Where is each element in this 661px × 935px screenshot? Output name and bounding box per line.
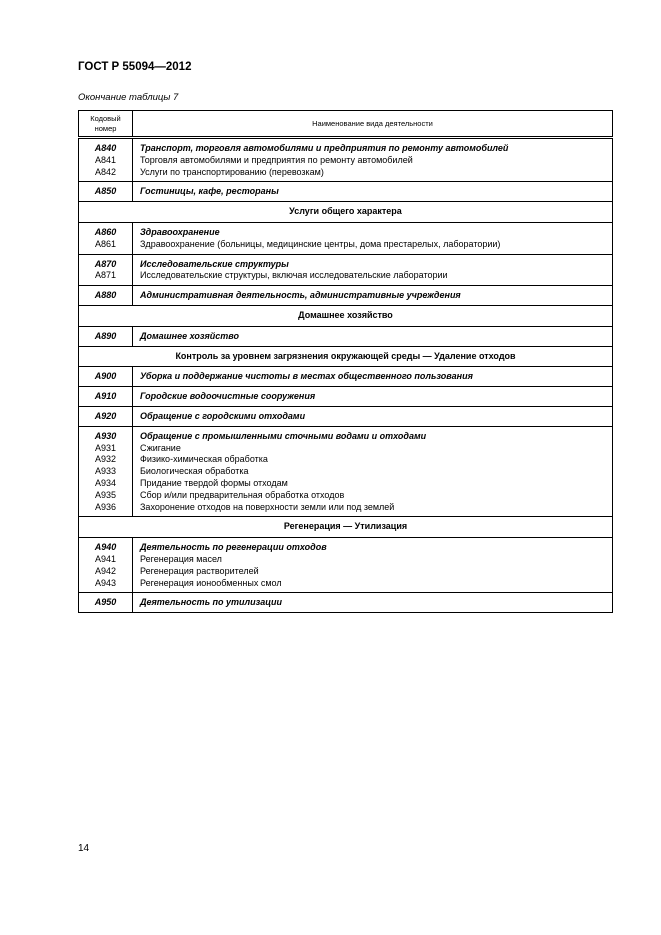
activity-code: А900 xyxy=(94,371,117,382)
activity-name: Услуги по транспортированию (перевозкам) xyxy=(140,166,324,177)
code-cell xyxy=(79,182,133,202)
code-cell xyxy=(79,426,133,517)
table-row xyxy=(79,538,613,593)
activity-name: Придание твердой формы отходам xyxy=(140,477,288,488)
activity-name: Домашнее хозяйство xyxy=(140,330,239,341)
name-cell xyxy=(133,222,613,254)
activity-name: Сжигание xyxy=(140,442,181,453)
table-caption: Окончание таблицы 7 xyxy=(78,92,179,103)
section-heading: Домашнее хозяйство xyxy=(79,305,613,326)
name-cell xyxy=(133,387,613,407)
code-cell xyxy=(79,593,133,613)
column-header-name: Наименование вида деятельности xyxy=(133,111,613,138)
table-row xyxy=(79,182,613,202)
code-cell xyxy=(79,254,133,286)
activity-name: Захоронение отходов на поверхности земли или под землей xyxy=(140,501,395,512)
code-cell xyxy=(79,222,133,254)
code-cell xyxy=(79,138,133,182)
activity-code: А850 xyxy=(94,186,117,197)
activity-name: Транспорт, торговля автомобилями и предприятия по ремонту автомобилей xyxy=(140,143,509,153)
activity-code: А950 xyxy=(94,597,117,608)
activity-code: А890 xyxy=(94,330,117,341)
name-cell xyxy=(133,326,613,346)
activity-name: Сбор и/или предварительная обработка отходов xyxy=(140,489,345,500)
section-row xyxy=(79,346,613,367)
name-cell xyxy=(133,367,613,387)
table-row xyxy=(79,222,613,254)
activity-code: А870 xyxy=(94,258,117,269)
activity-name: Обращение с городскими отходами xyxy=(140,410,306,421)
name-cell xyxy=(133,426,613,517)
code-cell xyxy=(79,326,133,346)
table-row xyxy=(79,326,613,346)
activity-name: Административная деятельность, административные учреждения xyxy=(140,290,461,301)
activity-code: А941 xyxy=(94,553,117,564)
activity-name: Деятельность по утилизации xyxy=(140,597,283,608)
activity-name: Исследовательские структуры xyxy=(140,258,289,269)
activity-code: А860 xyxy=(94,226,117,237)
page-number: 14 xyxy=(78,843,90,854)
column-header-code-line-1: Кодовый xyxy=(90,114,121,123)
activity-code: А935 xyxy=(94,489,117,500)
activity-name: Городские водоочистные сооружения xyxy=(140,391,316,402)
activity-code: А930 xyxy=(94,430,117,441)
column-header-code xyxy=(79,111,133,138)
section-row xyxy=(79,202,613,223)
activity-table xyxy=(78,110,613,613)
activity-name: Исследовательские структуры, включая исследовательские лаборатории xyxy=(140,270,448,281)
activity-code: А880 xyxy=(94,290,117,301)
activity-code: А943 xyxy=(94,577,117,588)
table-row xyxy=(79,367,613,387)
section-heading: Регенерация — Утилизация xyxy=(79,517,613,538)
name-cell xyxy=(133,182,613,202)
code-cell xyxy=(79,387,133,407)
activity-code: А936 xyxy=(94,501,117,512)
name-cell xyxy=(133,593,613,613)
activity-code: А910 xyxy=(94,391,117,402)
section-row xyxy=(79,517,613,538)
table-row xyxy=(79,593,613,613)
activity-code: А840 xyxy=(94,143,117,153)
section-row xyxy=(79,305,613,326)
code-cell xyxy=(79,286,133,306)
table-row xyxy=(79,286,613,306)
activity-code: А942 xyxy=(94,565,117,576)
table-row xyxy=(79,254,613,286)
activity-name: Обращение с промышленными сточными водами и отходами xyxy=(140,430,427,441)
name-cell xyxy=(133,254,613,286)
table-row xyxy=(79,406,613,426)
name-cell xyxy=(133,286,613,306)
activity-name: Регенерация ионообменных смол xyxy=(140,577,282,588)
code-cell xyxy=(79,538,133,593)
activity-code: А931 xyxy=(94,442,117,453)
activity-name: Здравоохранение (больницы, медицинские центры, дома престарелых, лаборатории) xyxy=(140,238,501,249)
activity-code: А841 xyxy=(94,154,117,165)
activity-name: Торговля автомобилями и предприятия по ремонту автомобилей xyxy=(140,154,413,165)
activity-name: Регенерация масел xyxy=(140,553,222,564)
activity-name: Регенерация растворителей xyxy=(140,565,259,576)
code-cell xyxy=(79,367,133,387)
table-row xyxy=(79,426,613,517)
name-cell xyxy=(133,406,613,426)
activity-name: Гостиницы, кафе, рестораны xyxy=(140,186,279,197)
table-header-row xyxy=(79,111,613,138)
document-code: ГОСТ Р 55094—2012 xyxy=(78,61,192,73)
activity-code: А861 xyxy=(94,238,117,249)
activity-code: А932 xyxy=(94,454,117,465)
activity-code: А933 xyxy=(94,466,117,477)
activity-code: А940 xyxy=(94,542,117,553)
column-header-code-line-2: номер xyxy=(94,123,117,133)
section-heading: Услуги общего характера xyxy=(79,202,613,223)
name-cell xyxy=(133,538,613,593)
activity-code: А871 xyxy=(94,270,117,281)
activity-name: Деятельность по регенерации отходов xyxy=(140,542,327,553)
code-cell xyxy=(79,406,133,426)
activity-name: Здравоохранение xyxy=(140,226,220,237)
activity-code: А842 xyxy=(94,166,117,177)
table-row xyxy=(79,138,613,182)
table-row xyxy=(79,387,613,407)
name-cell xyxy=(133,138,613,182)
activity-code: А934 xyxy=(94,477,117,488)
activity-name: Физико-химическая обработка xyxy=(140,454,268,465)
section-heading: Контроль за уровнем загрязнения окружающей среды — Удаление отходов xyxy=(79,346,613,367)
activity-name: Уборка и поддержание чистоты в местах общественного пользования xyxy=(140,371,473,382)
activity-code: А920 xyxy=(94,410,117,421)
table-body xyxy=(79,138,613,613)
activity-name: Биологическая обработка xyxy=(140,466,249,477)
